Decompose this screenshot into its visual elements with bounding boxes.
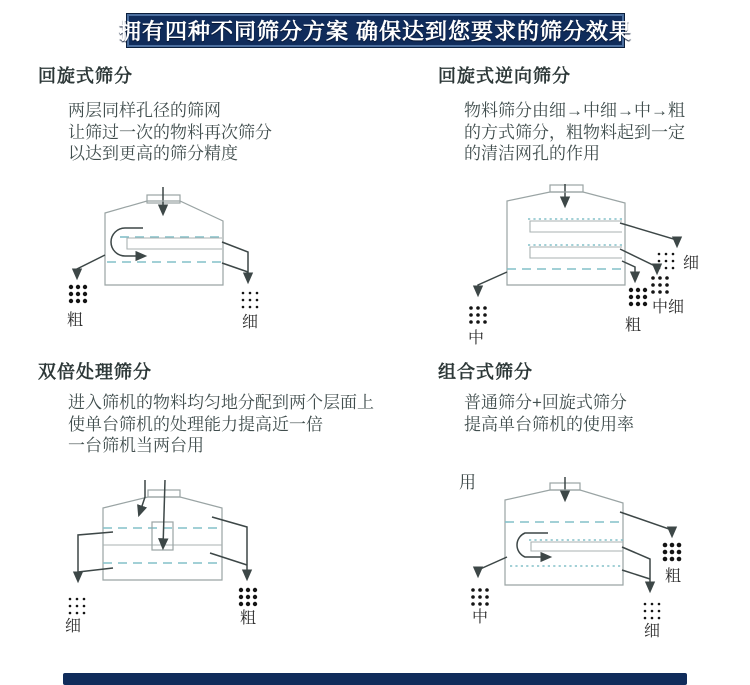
coarse-out-arrow (212, 517, 247, 579)
fine-dots (658, 253, 675, 270)
description-combined-screening (464, 392, 634, 435)
heading-rotary-screening: 回旋式筛分 (38, 66, 133, 86)
fine-out-arrow-2 (622, 570, 650, 579)
description-line: 让筛过一次的物料再次筛分 (68, 122, 272, 142)
description-line: 以达到更高的筛分精度 (68, 144, 238, 163)
fine-out-arrow (622, 547, 650, 591)
recirculation-arrow (111, 228, 145, 256)
label-fine: 细 (644, 623, 661, 640)
recirculation-arrow (517, 533, 550, 557)
medium-fine-dots (651, 276, 669, 294)
label-medium-fine: 中细 (652, 299, 685, 316)
medium-out-arrow (478, 557, 507, 576)
description-line: 提高单台筛机的使用率 (464, 414, 634, 434)
banner-title: 拥有四种不同筛分方案 确保达到您要求的筛分效果 (118, 19, 633, 44)
fine-dots (644, 603, 661, 620)
medium-dots (469, 306, 487, 324)
screen-frame (127, 238, 222, 249)
fine-out-arrow (620, 223, 677, 246)
label-coarse: 粗 (240, 610, 257, 627)
fine-out-arrow (222, 242, 248, 282)
label-fine: 细 (683, 255, 700, 272)
description-line: 一台筛机当两台用 (68, 436, 204, 455)
inlet-port (550, 185, 583, 192)
machine-body (103, 497, 222, 580)
fine-dots (242, 292, 259, 309)
diagram-rotary-screening (55, 186, 335, 336)
label-coarse: 粗 (625, 317, 642, 334)
coarse-out-arrow (622, 261, 635, 281)
stray-character: 用 (459, 473, 476, 492)
label-fine: 细 (65, 618, 82, 635)
coarse-out-arrow (77, 255, 105, 278)
fine-out-arrow (78, 532, 113, 581)
title-banner (118, 14, 633, 47)
description-line: 的方式筛分，粗物料起到一定 (464, 122, 685, 142)
description-line: 物料筛分由细→中细→中→粗 (464, 101, 685, 120)
medium-out-arrow (478, 272, 507, 295)
description-line: 两层同样孔径的筛网 (68, 101, 221, 120)
coarse-dots (629, 288, 647, 306)
label-coarse: 粗 (665, 568, 682, 585)
description-line: 普通筛分+回旋式筛分 (464, 393, 627, 412)
machine-body (505, 490, 623, 585)
coarse-dots (69, 285, 87, 303)
feed-arrow-upper-deck (139, 480, 145, 515)
fine-out-arrow-2 (222, 263, 248, 272)
diagram-reverse-rotary-screening (440, 183, 740, 348)
description-line: 进入筛机的物料均匀地分配到两个层面上 (68, 393, 374, 412)
machine-body (105, 201, 223, 285)
coarse-dots (239, 588, 257, 606)
fine-dots (69, 598, 86, 615)
heading-reverse-rotary-screening: 回旋式逆向筛分 (438, 66, 571, 86)
coarse-out-arrow (620, 512, 672, 536)
description-double-capacity-screening (68, 392, 374, 457)
diagram-combined-screening (445, 462, 745, 647)
fine-out-arrow-2 (78, 568, 113, 572)
screen-frame (531, 542, 623, 551)
label-coarse: 粗 (67, 312, 84, 329)
description-reverse-rotary-screening (464, 100, 685, 165)
bottom-divider-bar (63, 673, 687, 685)
heading-combined-screening: 组合式筛分 (438, 362, 533, 382)
label-medium: 中 (472, 609, 489, 626)
label-medium: 中 (468, 330, 485, 347)
description-line: 的清洁网孔的作用 (464, 144, 600, 163)
medium-dots (471, 588, 489, 606)
label-fine: 细 (242, 314, 259, 331)
machine-body (507, 192, 625, 285)
description-rotary-screening (68, 100, 272, 165)
heading-double-capacity-screening: 双倍处理筛分 (38, 362, 152, 382)
diagram-double-capacity-screening (40, 462, 330, 642)
screen-frame-top (530, 221, 622, 232)
coarse-dots (663, 543, 682, 562)
description-line: 使单台筛机的处理能力提高近一倍 (68, 414, 323, 434)
screen-frame-middle (530, 247, 622, 258)
